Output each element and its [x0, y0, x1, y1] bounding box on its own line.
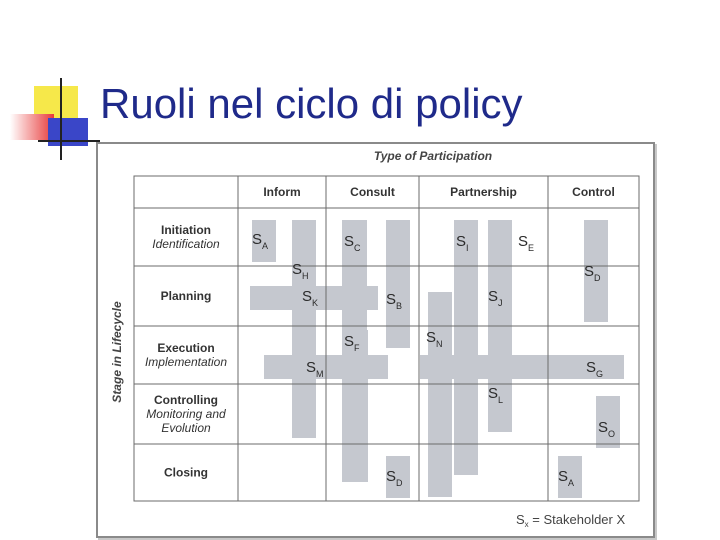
- stakeholder-label-l: $S_L$: [488, 385, 504, 405]
- diagram-legend: [516, 512, 625, 529]
- row-header-line: Identification: [152, 237, 220, 251]
- stakeholder-bar-i: [454, 220, 478, 475]
- stakeholder-label-d: $S_D$: [386, 468, 403, 488]
- stakeholder-label-i: $S_I$: [456, 233, 469, 253]
- stakeholder-label-n: $S_N$: [426, 329, 443, 349]
- stakeholder-label-a: $S_A$: [558, 468, 575, 488]
- row-header-line: Planning: [160, 289, 212, 303]
- row-header-line: Initiation: [161, 223, 211, 237]
- diagram-side-label: Stage in Lifecycle: [110, 301, 124, 403]
- stakeholder-label-j: $S_J$: [488, 288, 503, 308]
- diagram-top-label: Type of Participation: [373, 149, 493, 163]
- column-header-control: Control: [572, 185, 615, 199]
- row-header-line: Evolution: [161, 421, 211, 435]
- stakeholder-bar-n: [428, 292, 452, 497]
- stakeholder-label-m: $S_M$: [306, 359, 324, 379]
- row-header-line: Closing: [164, 465, 208, 480]
- stakeholder-label-a: $S_A$: [252, 231, 269, 251]
- stakeholder-bar-h: [292, 220, 319, 438]
- legend-symbol: S: [516, 512, 525, 527]
- stakeholder-label-g: $S_G$: [586, 359, 604, 379]
- stakeholder-label-d: $S_D$: [584, 263, 601, 283]
- stakeholder-label-h: $S_H$: [292, 261, 309, 281]
- diagram-headers: [145, 185, 615, 480]
- legend-text: = Stakeholder X: [528, 512, 626, 527]
- column-header-partnership: Partnership: [450, 185, 517, 199]
- legend-subscript: x: [524, 520, 529, 529]
- diagram-canvas: [98, 144, 653, 536]
- decor-vertical-line: [60, 78, 62, 160]
- row-header-line: Monitoring and: [146, 407, 226, 421]
- row-header-line: Execution: [157, 341, 215, 355]
- stakeholder-label-c: $S_C$: [344, 233, 361, 253]
- stakeholder-bar-b: [386, 220, 410, 348]
- stakeholder-label-o: $S_O$: [598, 419, 616, 439]
- column-header-consult: Consult: [350, 185, 395, 199]
- row-header-line: Implementation: [144, 355, 228, 369]
- slide-title: Ruoli nel ciclo di policy: [100, 80, 523, 127]
- stakeholder-label-b: $S_B$: [386, 291, 403, 311]
- decor-horizontal-line: [38, 140, 100, 142]
- row-header-line: Controlling: [154, 393, 218, 407]
- stakeholder-label-f: $S_F$: [344, 333, 360, 353]
- stakeholder-label-k: $S_K$: [302, 288, 319, 308]
- stakeholder-label-e: $S_E$: [518, 233, 535, 253]
- column-header-inform: Inform: [263, 185, 301, 199]
- participation-lifecycle-diagram: [96, 142, 655, 538]
